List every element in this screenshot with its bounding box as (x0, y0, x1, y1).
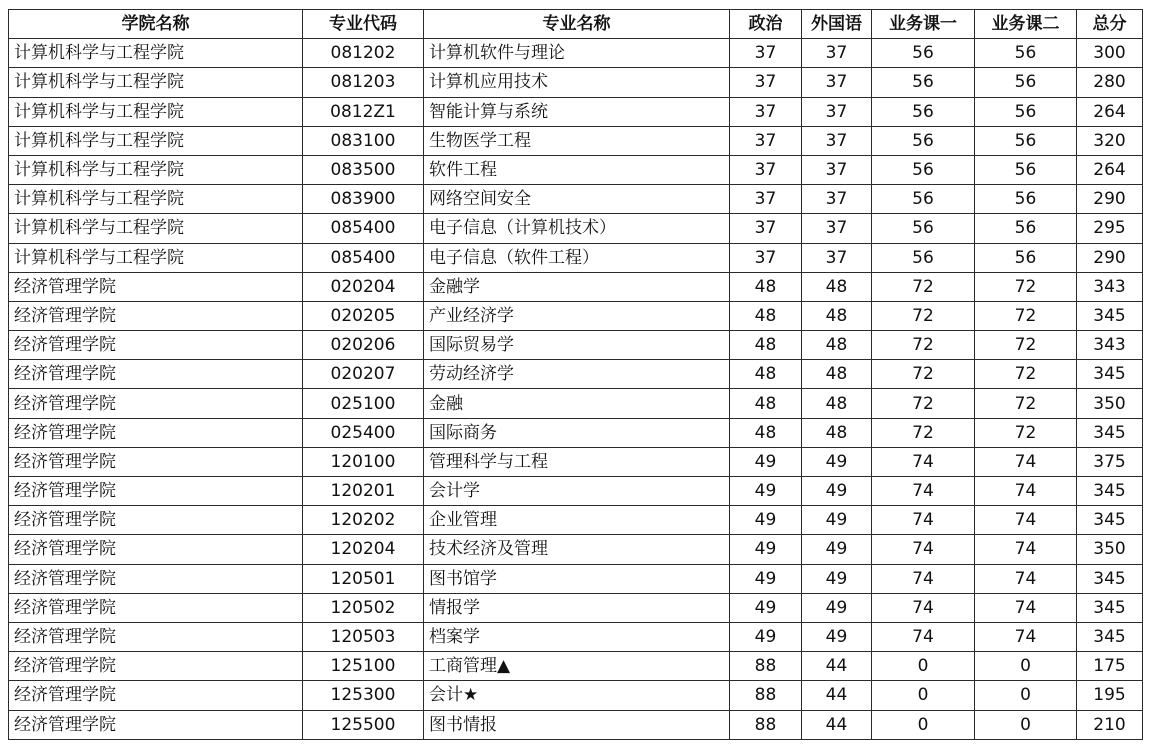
table-header (9, 10, 1143, 39)
course-one-cell: 56 (872, 97, 975, 126)
major-code-cell: 025100 (303, 389, 424, 418)
politics-cell: 37 (730, 185, 802, 214)
major-code-cell: 020206 (303, 331, 424, 360)
major-name-cell: 计算机软件与理论 (424, 39, 730, 68)
major-name-cell: 劳动经济学 (424, 360, 730, 389)
table-row (9, 214, 1143, 243)
major-name-cell: 国际商务 (424, 418, 730, 447)
foreign-language-cell: 48 (802, 272, 872, 301)
header-row (9, 10, 1143, 39)
major-name-cell: 智能计算与系统 (424, 97, 730, 126)
course-two-cell: 0 (975, 710, 1077, 739)
major-name-cell: 技术经济及管理 (424, 535, 730, 564)
major-code-cell: 085400 (303, 214, 424, 243)
table-row (9, 126, 1143, 155)
course-one-cell: 72 (872, 389, 975, 418)
college-cell: 计算机科学与工程学院 (9, 155, 303, 184)
foreign-language-cell: 37 (802, 243, 872, 272)
major-name-cell: 情报学 (424, 593, 730, 622)
major-name-cell: 网络空间安全 (424, 185, 730, 214)
foreign-language-cell: 44 (802, 652, 872, 681)
course-two-cell: 74 (975, 535, 1077, 564)
course-two-cell: 74 (975, 477, 1077, 506)
college-cell: 经济管理学院 (9, 593, 303, 622)
college-cell: 经济管理学院 (9, 710, 303, 739)
politics-cell: 49 (730, 564, 802, 593)
course-two-cell: 72 (975, 360, 1077, 389)
table-row (9, 622, 1143, 651)
table-row (9, 477, 1143, 506)
course-one-cell: 74 (872, 564, 975, 593)
course-one-cell: 0 (872, 652, 975, 681)
major-code-cell: 083100 (303, 126, 424, 155)
foreign-language-cell: 37 (802, 68, 872, 97)
course-one-cell: 56 (872, 126, 975, 155)
major-code-cell: 085400 (303, 243, 424, 272)
major-code-cell: 125100 (303, 652, 424, 681)
foreign-language-cell: 37 (802, 214, 872, 243)
table-row (9, 710, 1143, 739)
course-two-cell: 74 (975, 447, 1077, 476)
total-cell: 290 (1077, 243, 1143, 272)
politics-cell: 88 (730, 710, 802, 739)
college-cell: 经济管理学院 (9, 389, 303, 418)
major-name-cell: 金融学 (424, 272, 730, 301)
politics-cell: 49 (730, 622, 802, 651)
college-cell: 经济管理学院 (9, 360, 303, 389)
total-cell: 345 (1077, 360, 1143, 389)
course-one-cell: 74 (872, 506, 975, 535)
major-name-cell: 产业经济学 (424, 301, 730, 330)
total-cell: 290 (1077, 185, 1143, 214)
politics-cell: 88 (730, 652, 802, 681)
major-code-cell: 020207 (303, 360, 424, 389)
politics-cell: 49 (730, 447, 802, 476)
foreign-language-cell: 48 (802, 331, 872, 360)
college-cell: 经济管理学院 (9, 535, 303, 564)
course-two-cell: 72 (975, 389, 1077, 418)
college-cell: 经济管理学院 (9, 506, 303, 535)
major-code-cell: 120503 (303, 622, 424, 651)
foreign-language-cell: 49 (802, 564, 872, 593)
total-cell: 195 (1077, 681, 1143, 710)
total-cell: 175 (1077, 652, 1143, 681)
foreign-language-cell: 49 (802, 506, 872, 535)
course-one-cell: 56 (872, 39, 975, 68)
table-row (9, 272, 1143, 301)
foreign-language-cell: 37 (802, 97, 872, 126)
politics-cell: 49 (730, 506, 802, 535)
major-name-cell: 软件工程 (424, 155, 730, 184)
table-row (9, 652, 1143, 681)
foreign-language-cell: 37 (802, 39, 872, 68)
major-code-cell: 025400 (303, 418, 424, 447)
course-one-cell: 72 (872, 331, 975, 360)
header-course-one: 业务课一 (872, 10, 975, 39)
major-code-cell: 120501 (303, 564, 424, 593)
major-code-cell: 125500 (303, 710, 424, 739)
foreign-language-cell: 48 (802, 389, 872, 418)
course-one-cell: 0 (872, 681, 975, 710)
header-total: 总分 (1077, 10, 1143, 39)
major-name-cell: 生物医学工程 (424, 126, 730, 155)
course-one-cell: 56 (872, 68, 975, 97)
major-code-cell: 120202 (303, 506, 424, 535)
college-cell: 经济管理学院 (9, 681, 303, 710)
table-row (9, 593, 1143, 622)
foreign-language-cell: 49 (802, 593, 872, 622)
table-row (9, 535, 1143, 564)
table-row (9, 447, 1143, 476)
major-code-cell: 020204 (303, 272, 424, 301)
course-two-cell: 56 (975, 39, 1077, 68)
major-code-cell: 120502 (303, 593, 424, 622)
course-two-cell: 72 (975, 418, 1077, 447)
table-row (9, 331, 1143, 360)
college-cell: 经济管理学院 (9, 564, 303, 593)
politics-cell: 48 (730, 389, 802, 418)
header-politics: 政治 (730, 10, 802, 39)
score-table (8, 9, 1143, 740)
foreign-language-cell: 49 (802, 622, 872, 651)
table-row (9, 418, 1143, 447)
major-code-cell: 120204 (303, 535, 424, 564)
college-cell: 计算机科学与工程学院 (9, 214, 303, 243)
course-two-cell: 74 (975, 506, 1077, 535)
table-row (9, 506, 1143, 535)
table-body (9, 39, 1143, 740)
course-two-cell: 0 (975, 652, 1077, 681)
major-name-cell: 会计★ (424, 681, 730, 710)
college-cell: 计算机科学与工程学院 (9, 185, 303, 214)
major-name-cell: 管理科学与工程 (424, 447, 730, 476)
course-one-cell: 72 (872, 272, 975, 301)
college-cell: 计算机科学与工程学院 (9, 39, 303, 68)
politics-cell: 37 (730, 214, 802, 243)
total-cell: 295 (1077, 214, 1143, 243)
total-cell: 210 (1077, 710, 1143, 739)
major-name-cell: 金融 (424, 389, 730, 418)
header-course-two: 业务课二 (975, 10, 1077, 39)
foreign-language-cell: 49 (802, 535, 872, 564)
major-code-cell: 120100 (303, 447, 424, 476)
course-one-cell: 56 (872, 155, 975, 184)
course-one-cell: 74 (872, 447, 975, 476)
politics-cell: 48 (730, 272, 802, 301)
table-row (9, 243, 1143, 272)
politics-cell: 37 (730, 155, 802, 184)
total-cell: 300 (1077, 39, 1143, 68)
table-row (9, 185, 1143, 214)
major-code-cell: 083900 (303, 185, 424, 214)
total-cell: 264 (1077, 155, 1143, 184)
major-code-cell: 120201 (303, 477, 424, 506)
college-cell: 经济管理学院 (9, 301, 303, 330)
course-one-cell: 74 (872, 535, 975, 564)
course-one-cell: 56 (872, 243, 975, 272)
table-row (9, 155, 1143, 184)
course-two-cell: 56 (975, 155, 1077, 184)
politics-cell: 48 (730, 418, 802, 447)
politics-cell: 37 (730, 243, 802, 272)
politics-cell: 88 (730, 681, 802, 710)
total-cell: 280 (1077, 68, 1143, 97)
politics-cell: 48 (730, 301, 802, 330)
course-two-cell: 72 (975, 272, 1077, 301)
course-two-cell: 56 (975, 214, 1077, 243)
foreign-language-cell: 49 (802, 477, 872, 506)
total-cell: 345 (1077, 622, 1143, 651)
course-one-cell: 72 (872, 360, 975, 389)
college-cell: 经济管理学院 (9, 447, 303, 476)
course-two-cell: 56 (975, 126, 1077, 155)
major-code-cell: 081202 (303, 39, 424, 68)
total-cell: 264 (1077, 97, 1143, 126)
course-two-cell: 0 (975, 681, 1077, 710)
foreign-language-cell: 44 (802, 681, 872, 710)
table-row (9, 39, 1143, 68)
table-row (9, 564, 1143, 593)
politics-cell: 49 (730, 535, 802, 564)
total-cell: 345 (1077, 506, 1143, 535)
politics-cell: 48 (730, 331, 802, 360)
foreign-language-cell: 37 (802, 185, 872, 214)
college-cell: 经济管理学院 (9, 622, 303, 651)
header-major-code: 专业代码 (303, 10, 424, 39)
college-cell: 经济管理学院 (9, 331, 303, 360)
course-two-cell: 74 (975, 564, 1077, 593)
foreign-language-cell: 37 (802, 155, 872, 184)
course-two-cell: 74 (975, 622, 1077, 651)
major-name-cell: 电子信息（软件工程） (424, 243, 730, 272)
college-cell: 经济管理学院 (9, 272, 303, 301)
major-name-cell: 图书情报 (424, 710, 730, 739)
header-major-name: 专业名称 (424, 10, 730, 39)
politics-cell: 37 (730, 126, 802, 155)
course-one-cell: 72 (872, 301, 975, 330)
major-name-cell: 图书馆学 (424, 564, 730, 593)
course-two-cell: 72 (975, 301, 1077, 330)
college-cell: 计算机科学与工程学院 (9, 97, 303, 126)
major-code-cell: 020205 (303, 301, 424, 330)
major-name-cell: 档案学 (424, 622, 730, 651)
college-cell: 经济管理学院 (9, 652, 303, 681)
politics-cell: 37 (730, 68, 802, 97)
foreign-language-cell: 49 (802, 447, 872, 476)
header-foreign-language: 外国语 (802, 10, 872, 39)
course-two-cell: 74 (975, 593, 1077, 622)
politics-cell: 49 (730, 593, 802, 622)
major-name-cell: 电子信息（计算机技术） (424, 214, 730, 243)
course-one-cell: 74 (872, 622, 975, 651)
table-row (9, 301, 1143, 330)
table-row (9, 68, 1143, 97)
course-two-cell: 56 (975, 68, 1077, 97)
table-row (9, 681, 1143, 710)
total-cell: 343 (1077, 272, 1143, 301)
major-code-cell: 083500 (303, 155, 424, 184)
foreign-language-cell: 37 (802, 126, 872, 155)
major-name-cell: 会计学 (424, 477, 730, 506)
total-cell: 350 (1077, 535, 1143, 564)
major-code-cell: 081203 (303, 68, 424, 97)
college-cell: 经济管理学院 (9, 477, 303, 506)
college-cell: 计算机科学与工程学院 (9, 68, 303, 97)
course-one-cell: 74 (872, 593, 975, 622)
total-cell: 350 (1077, 389, 1143, 418)
foreign-language-cell: 44 (802, 710, 872, 739)
course-one-cell: 0 (872, 710, 975, 739)
foreign-language-cell: 48 (802, 301, 872, 330)
total-cell: 345 (1077, 593, 1143, 622)
table-row (9, 389, 1143, 418)
course-one-cell: 74 (872, 477, 975, 506)
major-name-cell: 企业管理 (424, 506, 730, 535)
total-cell: 345 (1077, 301, 1143, 330)
course-one-cell: 56 (872, 214, 975, 243)
score-table-container (8, 9, 1143, 740)
header-college: 学院名称 (9, 10, 303, 39)
foreign-language-cell: 48 (802, 418, 872, 447)
college-cell: 计算机科学与工程学院 (9, 243, 303, 272)
major-name-cell: 计算机应用技术 (424, 68, 730, 97)
major-name-cell: 工商管理▲ (424, 652, 730, 681)
table-row (9, 97, 1143, 126)
college-cell: 计算机科学与工程学院 (9, 126, 303, 155)
course-one-cell: 56 (872, 185, 975, 214)
major-code-cell: 125300 (303, 681, 424, 710)
total-cell: 345 (1077, 477, 1143, 506)
total-cell: 345 (1077, 418, 1143, 447)
course-one-cell: 72 (872, 418, 975, 447)
course-two-cell: 56 (975, 97, 1077, 126)
course-two-cell: 72 (975, 331, 1077, 360)
foreign-language-cell: 48 (802, 360, 872, 389)
total-cell: 375 (1077, 447, 1143, 476)
total-cell: 343 (1077, 331, 1143, 360)
course-two-cell: 56 (975, 243, 1077, 272)
total-cell: 345 (1077, 564, 1143, 593)
table-row (9, 360, 1143, 389)
total-cell: 320 (1077, 126, 1143, 155)
major-code-cell: 0812Z1 (303, 97, 424, 126)
politics-cell: 37 (730, 97, 802, 126)
politics-cell: 48 (730, 360, 802, 389)
major-name-cell: 国际贸易学 (424, 331, 730, 360)
politics-cell: 49 (730, 477, 802, 506)
politics-cell: 37 (730, 39, 802, 68)
course-two-cell: 56 (975, 185, 1077, 214)
college-cell: 经济管理学院 (9, 418, 303, 447)
